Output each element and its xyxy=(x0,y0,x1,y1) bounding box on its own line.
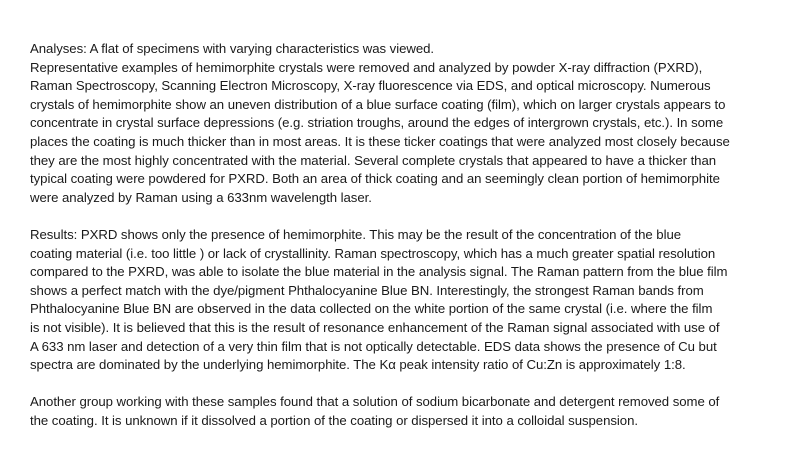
results-paragraph xyxy=(30,226,800,375)
text-line: concentrate in crystal surface depressions (e.g. striation troughs, around the edges of intergrown crystals, etc.). In some xyxy=(30,115,724,131)
text-line: Representative examples of hemimorphite crystals were removed and analyzed by powder X-ray diffraction (PXRD), xyxy=(30,59,703,75)
text-line: shows a perfect match with the dye/pigment Phthalocyanine Blue BN. Interestingly, the strongest Raman bands from xyxy=(30,282,704,298)
text-line: compared to the PXRD, was able to isolate the blue material in the analysis signal. The Raman pattern from the blue film xyxy=(30,264,728,280)
text-line: crystals of hemimorphite show an uneven distribution of a blue surface coating (film), which on larger crystals appears to xyxy=(30,96,726,112)
analyses-paragraph xyxy=(30,40,800,207)
text-line: Another group working with these samples found that a solution of sodium bicarbonate and detergent removed some of xyxy=(30,394,720,410)
text-line: Raman Spectroscopy, Scanning Electron Microscopy, X-ray fluorescence via EDS, and optical microscopy. Numerous xyxy=(30,78,711,94)
text-line: spectra are dominated by the underlying hemimorphite. The Kα peak intensity ratio of Cu:Zn is approximately 1:8. xyxy=(30,357,686,373)
text-line: places the coating is much thicker than in most areas. It is these ticker coatings that were analyzed most closely because xyxy=(30,133,730,149)
other-group-paragraph xyxy=(30,393,800,430)
text-line: typical coating were powdered for PXRD. Both an area of thick coating and an seemingly clean portion of hemimorphite xyxy=(30,171,720,187)
text-line: the coating. It is unknown if it dissolved a portion of the coating or dispersed it into a colloidal suspension. xyxy=(30,412,638,428)
text-line: is not visible). It is believed that this is the result of resonance enhancement of the Raman signal associated with use of xyxy=(30,319,720,335)
text-line: were analyzed by Raman using a 633nm wavelength laser. xyxy=(30,189,372,205)
text-line: Analyses: A flat of specimens with varying characteristics was viewed. xyxy=(30,41,435,56)
document-body xyxy=(30,40,800,430)
text-line: Phthalocyanine Blue BN are observed in the data collected on the white portion of the same crystal (i.e. where the film xyxy=(30,301,713,317)
text-line: coating material (i.e. too little ) or lack of crystallinity. Raman spectroscopy, which has a much greater spatial resolution xyxy=(30,245,716,261)
text-line: they are the most highly concentrated with the material. Several complete crystals that appeared to have a thicker than xyxy=(30,152,717,168)
text-line: Results: PXRD shows only the presence of hemimorphite. This may be the result of the concentration of the blue xyxy=(30,226,682,242)
text-line: A 633 nm laser and detection of a very thin film that is not optically detectable. EDS data shows the presence of Cu but xyxy=(30,338,717,354)
